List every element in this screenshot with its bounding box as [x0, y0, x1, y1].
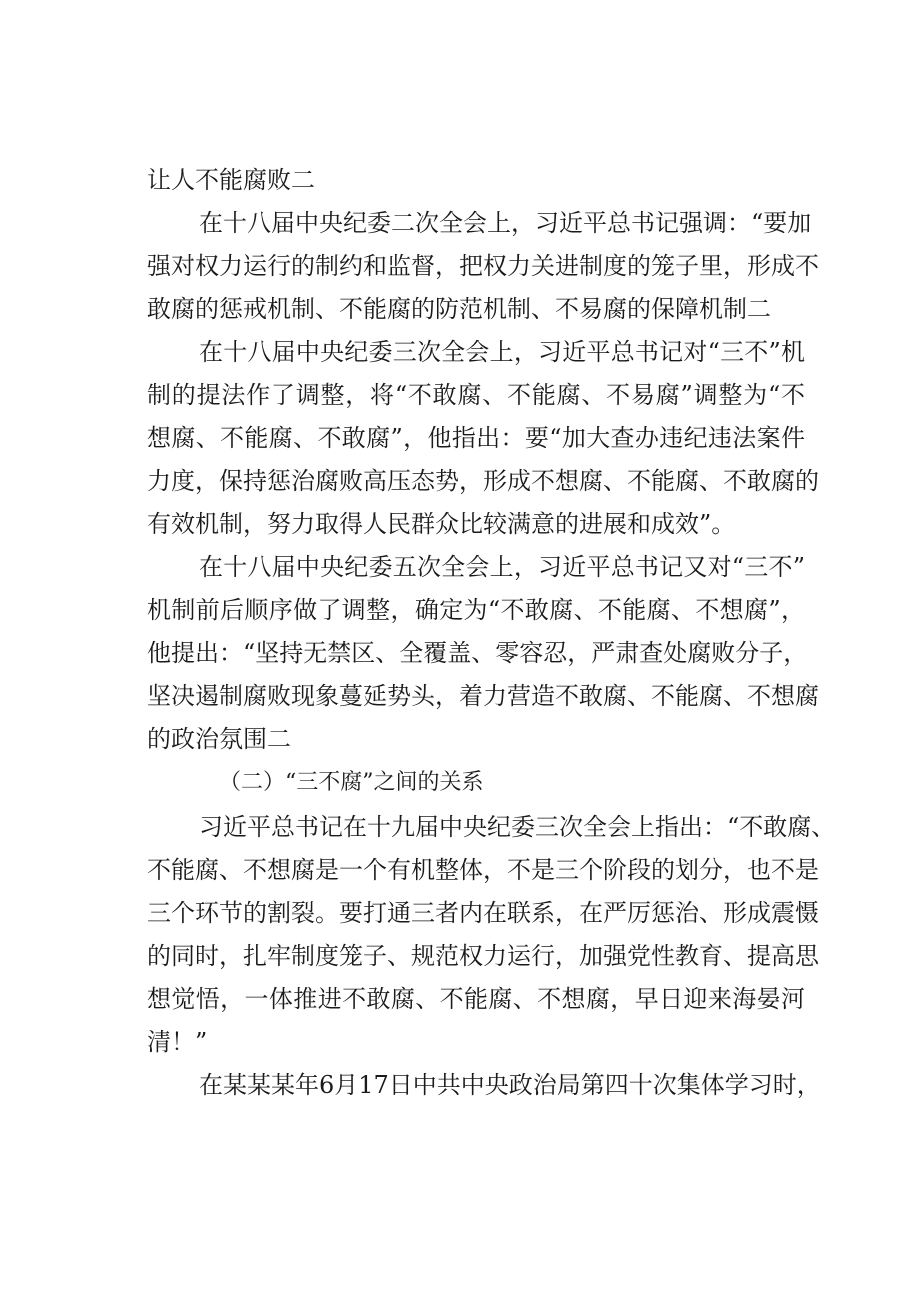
- text-line: 的同时，扎牢制度笼子、规范权力运行，加强党性教育、提高思: [147, 942, 819, 970]
- text-line: 坚决遏制腐败现象蔓延势头，着力营造不敢腐、不能腐、不想腐: [147, 682, 819, 710]
- text-line: 敢腐的惩戒机制、不能腐的防范机制、不易腐的保障机制二: [147, 295, 771, 323]
- paragraph-first-line: 习近平总书记在十九届中央纪委三次全会上指出：“不敢腐、: [199, 813, 836, 841]
- text-line: 机制前后顺序做了调整，确定为“不敢腐、不能腐、不想腐”，: [147, 596, 805, 624]
- text-line: 想腐、不能腐、不敢腐”，他指出：要“加大查办违纪违法案件: [147, 424, 805, 452]
- text-line: 想觉悟，一体推进不敢腐、不能腐、不想腐，早日迎来海晏河: [147, 985, 805, 1013]
- paragraph-first-line: 在十八届中央纪委二次全会上，习近平总书记强调：“要加: [199, 209, 812, 237]
- text-line: 让人不能腐败二: [147, 166, 315, 194]
- text-line: 清！”: [147, 1028, 208, 1056]
- text-line: 不能腐、不想腐是一个有机整体，不是三个阶段的划分，也不是: [147, 856, 819, 884]
- text-line: 的政治氛围二: [147, 725, 291, 753]
- paragraph-first-line: 在十八届中央纪委五次全会上，习近平总书记又对“三不”: [199, 553, 805, 581]
- section-heading: （二）“三不腐”之间的关系: [219, 770, 484, 795]
- text-line: 力度，保持惩治腐败高压态势，形成不想腐、不能腐、不敢腐的: [147, 467, 819, 495]
- paragraph-first-line: 在十八届中央纪委三次全会上，习近平总书记对“三不”机: [199, 338, 805, 366]
- text-line: 制的提法作了调整，将“不敢腐、不能腐、不易腐”调整为“不: [147, 381, 805, 409]
- text-line: 三个环节的割裂。要打通三者内在联系，在严厉惩治、形成震慑: [147, 899, 819, 927]
- text-line: 他提出：“坚持无禁区、全覆盖、零容忍，严肃查处腐败分子，: [147, 639, 808, 667]
- text-line: 强对权力运行的制约和监督，把权力关进制度的笼子里，形成不: [147, 252, 819, 280]
- text-line: 有效机制，努力取得人民群众比较满意的进展和成效”。: [147, 510, 736, 538]
- paragraph-first-line: 在某某某年6月17日中共中央政治局第四十次集体学习时，: [199, 1071, 821, 1099]
